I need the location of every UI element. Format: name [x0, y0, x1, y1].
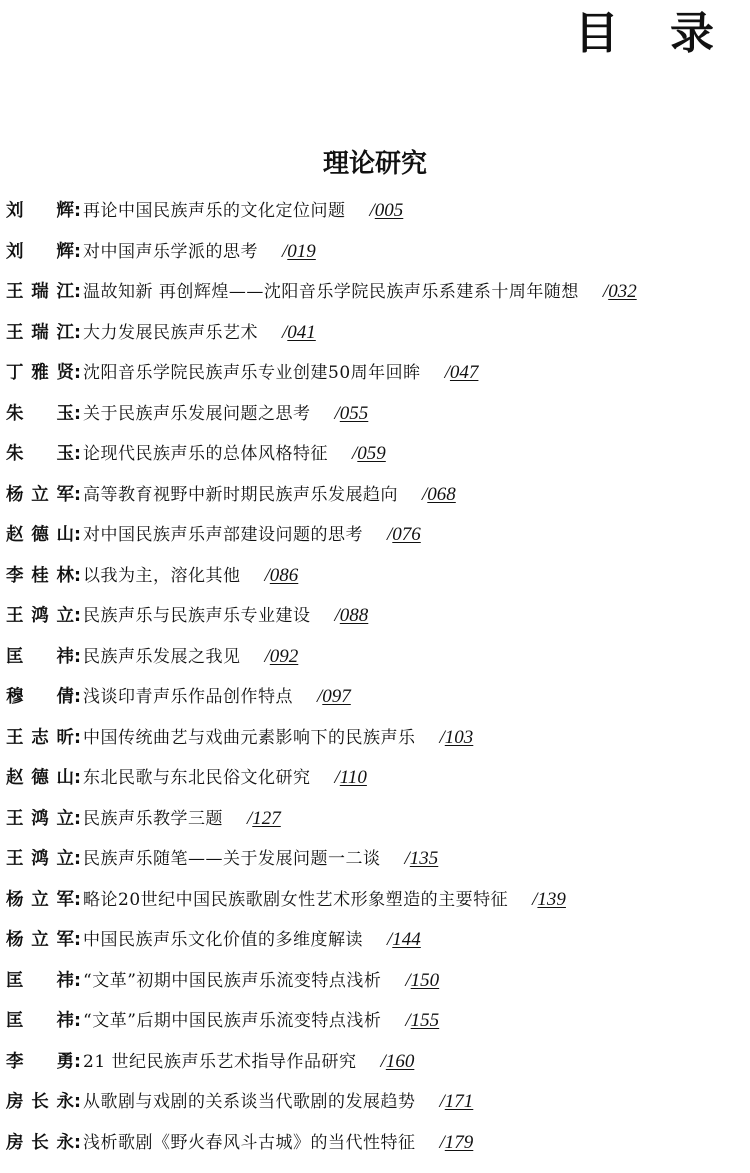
- entry-page-number[interactable]: 041: [287, 321, 316, 343]
- entry-title: 温故知新 再创辉煌——沈阳音乐学院民族声乐系建系十周年随想: [83, 282, 579, 302]
- entry-page-number[interactable]: 144: [392, 929, 421, 950]
- entry-page-number[interactable]: 150: [410, 969, 440, 991]
- toc-entry[interactable]: 房长永 : 浅析歌剧《野火春风斗古城》的当代性特征 /179: [6, 1128, 746, 1169]
- entry-title: 略论20世纪中国民族歌剧女性艺术形象塑造的主要特征: [83, 889, 509, 910]
- entry-page-ref[interactable]: /092: [264, 645, 299, 667]
- entry-page-number[interactable]: 076: [392, 524, 421, 545]
- toc-entry[interactable]: 刘辉 : 对中国声乐学派的思考 /019: [6, 237, 746, 278]
- entry-page-ref[interactable]: /127: [247, 807, 281, 829]
- entry-title: 中国传统曲艺与戏曲元素影响下的民族声乐: [83, 727, 416, 748]
- toc-entry[interactable]: 穆倩 : 浅谈印青声乐作品创作特点 /097: [6, 682, 746, 723]
- entry-page-ref[interactable]: /103: [439, 726, 474, 748]
- entry-page-number[interactable]: 047: [449, 362, 479, 383]
- entry-title: 浅谈印青声乐作品创作特点: [83, 687, 293, 707]
- entry-page-ref[interactable]: /160: [380, 1050, 415, 1072]
- entry-page-number[interactable]: 139: [537, 888, 566, 910]
- entry-title: “文革”后期中国民族声乐流变特点浅析: [83, 1011, 382, 1031]
- toc-entry[interactable]: 朱玉 : 论现代民族声乐的总体风格特征 /059: [6, 439, 746, 480]
- entry-page-ref[interactable]: /032: [602, 281, 637, 302]
- toc-list: [6, 196, 746, 1168]
- entry-page-number[interactable]: 055: [339, 402, 369, 424]
- entry-author: 朱玉: [6, 403, 74, 424]
- toc-entry[interactable]: 杨立军 : 略论20世纪中国民族歌剧女性艺术形象塑造的主要特征 /139: [6, 885, 746, 926]
- entry-page-ref[interactable]: /055: [334, 402, 369, 424]
- entry-page-ref[interactable]: /155: [405, 1010, 440, 1031]
- entry-page-number[interactable]: 097: [322, 686, 351, 707]
- entry-page-ref[interactable]: /005: [369, 200, 404, 221]
- entry-page-ref[interactable]: /076: [387, 524, 421, 545]
- toc-entry[interactable]: 丁雅贤 : 沈阳音乐学院民族声乐专业创建50周年回眸 /047: [6, 358, 746, 399]
- entry-title: 民族声乐与民族声乐专业建设: [83, 606, 311, 626]
- entry-page-number[interactable]: 032: [608, 281, 637, 302]
- entry-title: 中国民族声乐文化价值的多维度解读: [83, 930, 363, 950]
- entry-author: 杨立军: [6, 484, 74, 505]
- toc-entry[interactable]: 匡祎 : 民族声乐发展之我见 /092: [6, 642, 746, 683]
- entry-page-ref[interactable]: /086: [264, 564, 299, 586]
- entry-page-number[interactable]: 160: [385, 1050, 415, 1072]
- entry-author: 李桂林: [6, 565, 74, 586]
- entry-author: 王瑞江: [6, 282, 74, 302]
- toc-entry[interactable]: 杨立军 : 高等教育视野中新时期民族声乐发展趋向 /068: [6, 480, 746, 521]
- entry-title: 沈阳音乐学院民族声乐专业创建50周年回眸: [83, 363, 421, 383]
- toc-entry[interactable]: 房长永 : 从歌剧与戏剧的关系谈当代歌剧的发展趋势 /171: [6, 1087, 746, 1128]
- toc-entry[interactable]: 赵德山 : 对中国民族声乐声部建设问题的思考 /076: [6, 520, 746, 561]
- entry-page-number[interactable]: 179: [444, 1131, 474, 1153]
- entry-title: 以我为主，溶化其他: [83, 565, 241, 586]
- entry-page-number[interactable]: 088: [339, 605, 369, 626]
- entry-title: “文革”初期中国民族声乐流变特点浅析: [83, 970, 382, 991]
- entry-page-number[interactable]: 068: [427, 483, 456, 505]
- entry-author: 李勇: [6, 1051, 74, 1072]
- toc-entry[interactable]: 刘辉 : 再论中国民族声乐的文化定位问题 /005: [6, 196, 746, 237]
- entry-title: 民族声乐随笔——关于发展问题一二谈: [83, 849, 381, 869]
- entry-page-ref[interactable]: /150: [405, 969, 440, 991]
- entry-author: 王志昕: [6, 727, 74, 748]
- toc-entry[interactable]: 赵德山 : 东北民歌与东北民俗文化研究 /110: [6, 763, 746, 804]
- entry-page-ref[interactable]: /047: [444, 362, 479, 383]
- entry-page-number[interactable]: 155: [410, 1010, 440, 1031]
- entry-author: 刘辉: [6, 201, 74, 221]
- toc-entry[interactable]: 李桂林 : 以我为主，溶化其他 /086: [6, 561, 746, 602]
- entry-page-ref[interactable]: /019: [282, 240, 316, 262]
- entry-author: 王鸿立: [6, 849, 74, 869]
- entry-title: 对中国声乐学派的思考: [83, 241, 258, 262]
- entry-page-ref[interactable]: /059: [352, 443, 386, 464]
- entry-page-ref[interactable]: /110: [334, 767, 367, 788]
- entry-page-number[interactable]: 127: [252, 807, 281, 829]
- entry-title: 浅析歌剧《野火春风斗古城》的当代性特征: [83, 1132, 416, 1153]
- entry-page-number[interactable]: 092: [269, 645, 299, 667]
- entry-title: 大力发展民族声乐艺术: [83, 322, 258, 343]
- entry-author: 赵德山: [6, 768, 74, 788]
- entry-title: 高等教育视野中新时期民族声乐发展趋向: [83, 484, 398, 505]
- entry-page-number[interactable]: 135: [409, 848, 439, 869]
- entry-author: 王鸿立: [6, 606, 74, 626]
- entry-author: 丁雅贤: [6, 363, 74, 383]
- entry-page-number[interactable]: 110: [339, 767, 367, 788]
- entry-page-number[interactable]: 103: [444, 726, 474, 748]
- entry-author: 匡祎: [6, 1011, 74, 1031]
- toc-entry[interactable]: 朱玉 : 关于民族声乐发展问题之思考 /055: [6, 399, 746, 440]
- toc-entry[interactable]: 王鸿立 : 民族声乐与民族声乐专业建设 /088: [6, 601, 746, 642]
- entry-author: 刘辉: [6, 241, 74, 262]
- entry-title: 再论中国民族声乐的文化定位问题: [83, 201, 346, 221]
- toc-entry[interactable]: 匡祎 : “文革”后期中国民族声乐流变特点浅析 /155: [6, 1006, 746, 1047]
- entry-title: 东北民歌与东北民俗文化研究: [83, 768, 311, 788]
- entry-page-ref[interactable]: /139: [532, 888, 566, 910]
- entry-page-number[interactable]: 019: [287, 240, 316, 262]
- entry-page-ref[interactable]: /171: [439, 1091, 474, 1112]
- entry-page-ref[interactable]: /135: [404, 848, 439, 869]
- toc-entry[interactable]: 李勇 : 21 世纪民族声乐艺术指导作品研究 /160: [6, 1047, 746, 1088]
- entry-author: 王瑞江: [6, 322, 74, 343]
- entry-title: 21 世纪民族声乐艺术指导作品研究: [83, 1051, 357, 1072]
- entry-page-number[interactable]: 086: [269, 564, 299, 586]
- toc-entry[interactable]: 王瑞江 : 大力发展民族声乐艺术 /041: [6, 318, 746, 359]
- entry-author: 匡祎: [6, 646, 74, 667]
- entry-title: 关于民族声乐发展问题之思考: [83, 403, 311, 424]
- entry-page-number[interactable]: 005: [374, 200, 404, 221]
- entry-author: 房长永: [6, 1132, 74, 1153]
- toc-entry[interactable]: 王瑞江 : 温故知新 再创辉煌——沈阳音乐学院民族声乐系建系十周年随想 /032: [6, 277, 746, 318]
- toc-entry[interactable]: 杨立军 : 中国民族声乐文化价值的多维度解读 /144: [6, 925, 746, 966]
- entry-author: 匡祎: [6, 970, 74, 991]
- entry-author: 王鸿立: [6, 808, 74, 829]
- page-title: 目 录: [574, 8, 732, 59]
- entry-author: 杨立军: [6, 889, 74, 910]
- entry-page-number[interactable]: 171: [444, 1091, 474, 1112]
- toc-entry[interactable]: 匡祎 : “文革”初期中国民族声乐流变特点浅析 /150: [6, 966, 746, 1007]
- entry-page-ref[interactable]: /068: [422, 483, 456, 505]
- entry-page-ref[interactable]: /088: [334, 605, 369, 626]
- entry-author: 穆倩: [6, 687, 74, 707]
- entry-page-number[interactable]: 059: [357, 443, 386, 464]
- toc-entry[interactable]: 王志昕 : 中国传统曲艺与戏曲元素影响下的民族声乐 /103: [6, 723, 746, 764]
- entry-title: 对中国民族声乐声部建设问题的思考: [83, 525, 363, 545]
- entry-page-ref[interactable]: /041: [282, 321, 316, 343]
- entry-title: 民族声乐教学三题: [83, 808, 223, 829]
- entry-author: 朱玉: [6, 444, 74, 464]
- toc-entry[interactable]: 王鸿立 : 民族声乐随笔——关于发展问题一二谈 /135: [6, 844, 746, 885]
- entry-author: 赵德山: [6, 525, 74, 545]
- entry-title: 论现代民族声乐的总体风格特征: [83, 444, 328, 464]
- section-title: 理论研究: [322, 149, 427, 179]
- entry-page-ref[interactable]: /179: [439, 1131, 474, 1153]
- entry-page-ref[interactable]: /097: [317, 686, 351, 707]
- entry-title: 从歌剧与戏剧的关系谈当代歌剧的发展趋势: [83, 1092, 416, 1112]
- entry-author: 杨立军: [6, 930, 74, 950]
- entry-author: 房长永: [6, 1092, 74, 1112]
- entry-title: 民族声乐发展之我见: [83, 646, 241, 667]
- entry-page-ref[interactable]: /144: [387, 929, 421, 950]
- toc-entry[interactable]: 王鸿立 : 民族声乐教学三题 /127: [6, 804, 746, 845]
